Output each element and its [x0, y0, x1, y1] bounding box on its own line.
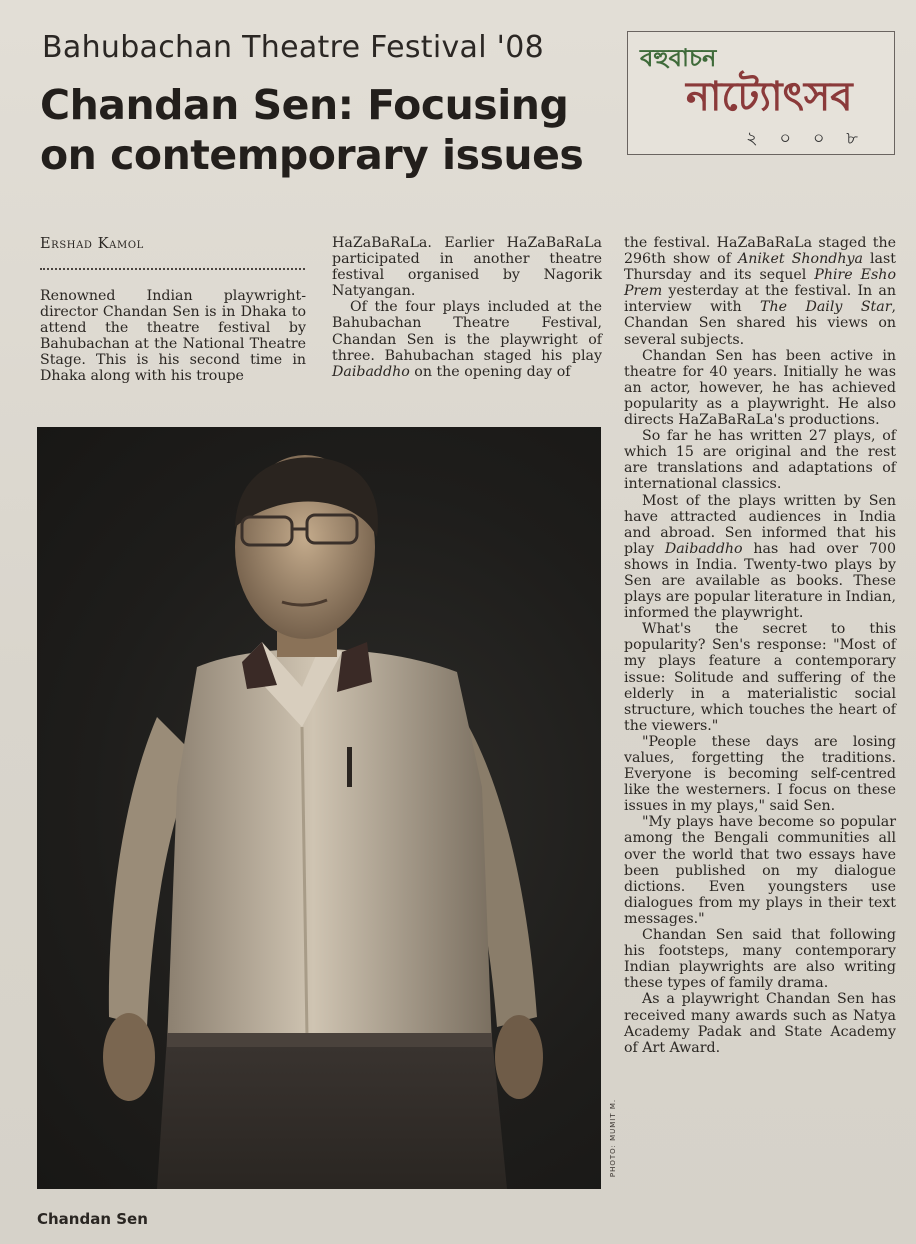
- play-title-phire-esho-prem: Phire Esho Prem: [624, 267, 896, 300]
- headline-line-2: on contemporary issues: [40, 131, 584, 179]
- col3-paragraph-9: As a playwright Chandan Sen has received many awards such as Natya Academy Padak and State Academy of Art Award.: [624, 991, 896, 1056]
- byline-divider: [40, 268, 305, 270]
- text-span: , Chandan Sen shared his views on several subjects.: [624, 299, 896, 348]
- article-kicker: Bahubachan Theatre Festival '08: [42, 30, 544, 65]
- col2-paragraph-2-text: Of the four plays included at the Bahubachan Theatre Festival, Chandan Sen is the playwright of three. Bahubachan staged his play: [332, 299, 602, 364]
- portrait-photo: [37, 427, 601, 1189]
- logo-title-top: বহুবাচন: [640, 44, 717, 72]
- column-2: [332, 235, 602, 380]
- col3-paragraph-2: Chandan Sen has been active in theatre for 40 years. Initially he was an actor, however, he has achieved popularity as a playwright. He also directs HaZaBaRaLa's productions.: [624, 347, 896, 429]
- text-span: Most of the plays written by Sen have attracted audiences in India and abroad. Sen informed that his play: [624, 492, 896, 557]
- portrait-illustration: [37, 427, 601, 1189]
- col3-paragraph-6: "People these days are losing values, forgetting the traditions. Everyone is becoming self-centred like the westerners. I focus on these issues in my plays," said Sen.: [624, 733, 896, 815]
- logo-year: ২ ০ ০ ৮: [746, 128, 866, 149]
- text-span: last Thursday and its sequel: [624, 251, 896, 284]
- col2-paragraph-1: HaZaBaRaLa. Earlier HaZaBaRaLa participated in another theatre festival organised by Nagorik Natyangan.: [332, 235, 602, 300]
- photo-credit: [606, 1088, 620, 1188]
- play-title-daibaddho: Daibaddho: [332, 363, 410, 380]
- play-title-aniket-shondhya: Aniket Shondhya: [738, 251, 863, 268]
- column-3: [624, 235, 896, 1056]
- col3-paragraph-5: What's the secret to this popularity? Sen's response: "Most of my plays feature a contemporary issue: Solitude and suffering of the elderly in a materialistic social structure, which touches the heart of the viewers.": [624, 621, 896, 734]
- byline: Ershad Kamol: [40, 236, 144, 252]
- headline-line-1: Chandan Sen: Focusing: [40, 81, 569, 129]
- newspaper-name: The Daily Star: [760, 299, 892, 316]
- col1-paragraph-1: Renowned Indian playwright-director Chandan Sen is in Dhaka to attend the theatre festival by Bahubachan at the National Theatre Stage. This is his second time in Dhaka along with his troupe: [40, 288, 306, 385]
- text-span: the festival. HaZaBaRaLa staged the 296th show of: [624, 235, 896, 268]
- festival-logo-graphic: [628, 32, 895, 155]
- text-span: has had over 700 shows in India. Twenty-two plays by Sen are available as books. These plays are popular literature in Indian, informed the playwright.: [624, 540, 896, 622]
- col3-paragraph-4: [624, 493, 896, 622]
- col3-paragraph-1: [624, 235, 896, 348]
- col3-paragraph-8: Chandan Sen said that following his footsteps, many contemporary Indian playwrights are also writing these types of family drama.: [624, 927, 896, 992]
- column-1: [40, 288, 306, 385]
- text-span: yesterday at the festival. In an interview with: [624, 283, 896, 316]
- play-title-daibaddho: Daibaddho: [664, 540, 743, 557]
- photo-credit-text: PHOTO: MUMIT M.: [609, 1098, 617, 1178]
- festival-logo: [627, 31, 895, 155]
- col2-paragraph-2: [332, 299, 602, 379]
- article-headline: [40, 80, 620, 180]
- logo-title-main: নাট্যোৎসব: [686, 74, 853, 120]
- col3-paragraph-7: "My plays have become so popular among the Bengali communities all over the world that two essays have been published on my dialogue dictions. Even youngsters use dialogues from my plays in their text messages.": [624, 814, 896, 927]
- col3-paragraph-3: So far he has written 27 plays, of which 15 are original and the rest are translations and adaptations of international classics.: [624, 428, 896, 493]
- photo-caption: Chandan Sen: [37, 1210, 148, 1228]
- col2-paragraph-2-tail: on the opening day of: [409, 363, 571, 380]
